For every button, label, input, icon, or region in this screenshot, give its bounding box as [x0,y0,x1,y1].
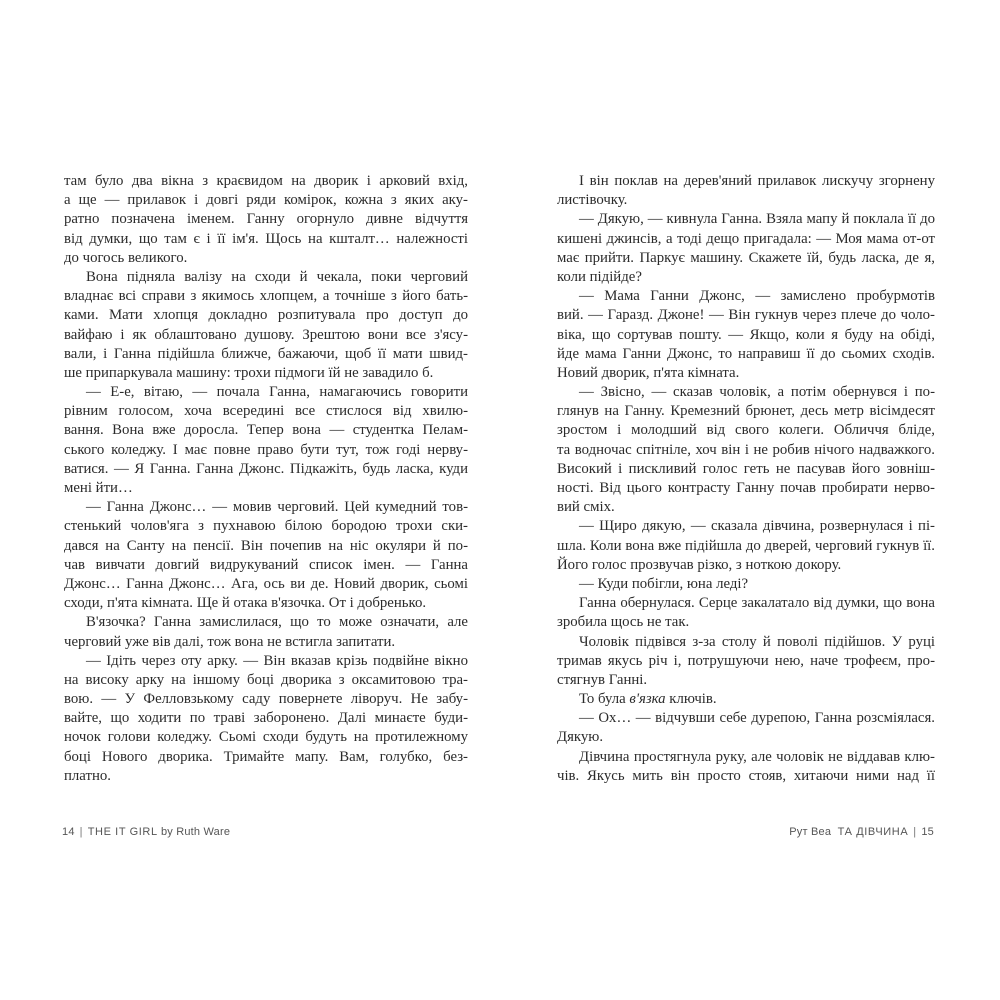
text-line: ночок голови коледжу. Сьомі сходи будуть на протилежному [64,729,468,746]
book-title: THE IT GIRL [87,826,158,838]
text-line: зробила щось не так. [557,614,690,631]
paragraph [557,633,935,691]
text-line: віка, що сортував пошту. — Якщо, коли я буду на обіді, [557,326,935,343]
text-line: там було два вікна з краєвидом на дворик і арковий вхід, [64,173,468,189]
text-line: вайфаю і як облаштовано душову. Зрештою вони все з'ясу- [64,326,468,343]
italic-text: в'язка [629,691,666,708]
text-line: листівочку. [557,192,628,209]
text-segment: ключів. [665,691,717,708]
text-line: ками. Мати хлопця докладно розпитувала про доступ до [64,307,468,324]
text-line: вали, і Ганна підійшла ближче, бажаючи, щоб її мати швид- [64,345,468,362]
text-line: боці Нового дворика. Тримайте мапу. Вам, голубко, без- [64,748,468,765]
text-line: В'язочка? Ганна замислилася, що то може означати, але [86,614,468,631]
paragraph [557,575,935,594]
footer-separator: | [913,826,917,838]
text-line: шла. Коли вона вже підійшла до дверей, черговий гукнув її. [557,537,935,554]
paragraph [557,594,935,632]
paragraph [64,613,468,651]
text-line: рівним голосом, хоча всередині все стислося від хвилю- [64,403,468,420]
text-line: — Мама Ганни Джонс, — замислено пробурмотів [579,288,935,305]
text-line: йде мама Ганни Джонс, то направиш її до сьомих сходів. [557,345,935,362]
text-line: чав вивчати довгий видрукуваний список імен. — Ганна [64,556,468,573]
text-line: — Ідіть через оту арку. — Він вказав крізь подвійне вікно [86,652,468,669]
paragraph [64,498,468,613]
paragraph [64,268,468,383]
paragraph [557,287,935,383]
text-line: — Куди побігли, юна леді? [579,575,749,592]
text-line: ського коледжу. І має повне право бути тут, тож годі нерву- [64,441,468,458]
text-line: ності. Від цього контрасту Ганну почав пробирати нерво- [557,480,935,496]
text-line: Новий дворик, п'ята кімната. [557,364,740,381]
book-author: by Ruth Ware [160,826,231,838]
text-line: черговий уже вів далі, тож вона не встигла запитати. [64,633,396,650]
text-line: владнає всі справи з якимось хлопцем, а точніше з його бать- [64,288,468,305]
page-number: 14 [62,826,75,838]
book-title: ТА ДІВЧИНА [837,826,909,838]
text-line: — Ганна Джонс… — мовив черговий. Цей кумедний тов- [86,499,468,516]
text-line: сходи, п'ята кімната. Ще й отака в'язочка. От і добренько. [64,595,427,612]
text-line: — Щиро дякую, — сказала дівчина, розвернулася і пі- [579,518,935,535]
text-line: — Звісно, — сказав чоловік, а потім обернувся і по- [579,384,935,401]
text-line: глянув на Ганну. Кремезний брюнет, десь метр вісімдесят [557,403,935,420]
paragraph [64,383,468,498]
text-line: стягнув Ганні. [557,671,648,688]
text-line: та водночас спітніле, хоч він і не робив нічого надважкого. [557,441,935,458]
text-line: вий сміх. [557,499,615,516]
right-page-footer [789,826,934,838]
paragraph [557,383,935,517]
text-line: коли підійде? [557,268,642,285]
text-line: — Дякую, — кивнула Ганна. Взяла мапу й поклала її до [579,211,935,228]
text-line: Високий і пискливий голос геть не пасував його зовніш- [557,460,935,477]
text-line: Вона підняла валізу на сходи й чекала, поки черговий [86,268,468,285]
text-line: а ще — прилавок і довгі ряди комірок, кожна з яких аку- [64,192,468,209]
text-line: на високу арку на іншому боці дворика з оксамитовою тра- [64,671,468,688]
text-line: вою. — У Фелловзькому саду повернете ліворуч. Не забу- [64,691,468,708]
text-segment: То була [579,691,630,708]
right-page-text [557,172,935,786]
text-line: Дівчина простягнула руку, але чоловік не віддавав клю- [579,748,935,765]
text-line: Його голос прозвучав різко, з ноткою докору. [557,556,842,573]
text-line: тримав якусь річ і, потрушуючи нею, наче трофеєм, про- [557,652,935,669]
text-line: Дякую. [557,729,604,746]
text-line: мені йти… [64,480,133,496]
text-line: від думки, що там є і її ім'я. Щось на кшталт… належності [64,230,468,247]
text-line: вий. — Гаразд. Джоне! — Він гукнув через плече до чоло- [557,307,935,324]
text-line: вання. Вона вже доросла. Тепер вона — студентка Пелам- [64,422,468,439]
paragraph [557,748,935,786]
text-line: вайте, що ходити по траві заборонено. Далі минаєте буди- [64,710,468,727]
text-line: платно. [64,767,111,784]
paragraph [557,517,935,575]
text-line: до чогось великого. [64,249,188,266]
paragraph [64,172,468,268]
text-line: — Ох… — відчувши себе дурепою, Ганна розсміялася. [579,710,935,727]
text-line: чів. Якусь мить він просто стояв, хитаючи ними над її [557,767,935,784]
text-line: Чоловік підвівся з-за столу й поволі підійшов. У руці [579,633,935,650]
text-line [557,690,935,709]
footer-separator: | [79,826,83,838]
paragraph [557,690,935,709]
paragraph [64,652,468,786]
paragraph [557,172,935,210]
text-line: ватися. — Я Ганна. Ганна Джонс. Підкажіть, будь ласка, куди [64,460,468,477]
text-line: кишені джинсів, а тоді дещо пригадала: — Моя мама от-от [557,230,935,247]
left-page-footer [62,826,230,838]
text-line: дався на Санту на пенсії. Він почепив на ніс окуляри й по- [64,537,468,554]
text-line: І він поклав на дерев'яний прилавок лискучу згорнену [579,173,935,189]
text-line: ше припаркувала машину: трохи підмоги їй не завадило б. [64,364,434,381]
text-line: стенький чолов'яга з пухнавою білою бородою трохи ски- [64,518,468,535]
text-line: — Е-е, вітаю, — почала Ганна, намагаючись говорити [86,384,468,401]
text-line: зростом і молодший від свого колеги. Обличчя бліде, [557,422,935,439]
text-line: має прийти. Паркує машину. Скажете їй, будь ласка, де я, [557,249,935,266]
left-page-text [64,172,468,786]
paragraph [557,709,935,747]
text-line: Джонс… Ганна Джонс… Ага, ось ви де. Новий дворик, сьомі [64,575,468,592]
text-line: Ганна обернулася. Серце закалатало від думки, що вона [579,595,935,612]
page-number: 15 [921,826,934,838]
paragraph [557,210,935,287]
book-author: Рут Веа [789,826,832,838]
text-line: ратно позначена іменем. Ганну огорнуло дивне відчуття [64,211,468,228]
